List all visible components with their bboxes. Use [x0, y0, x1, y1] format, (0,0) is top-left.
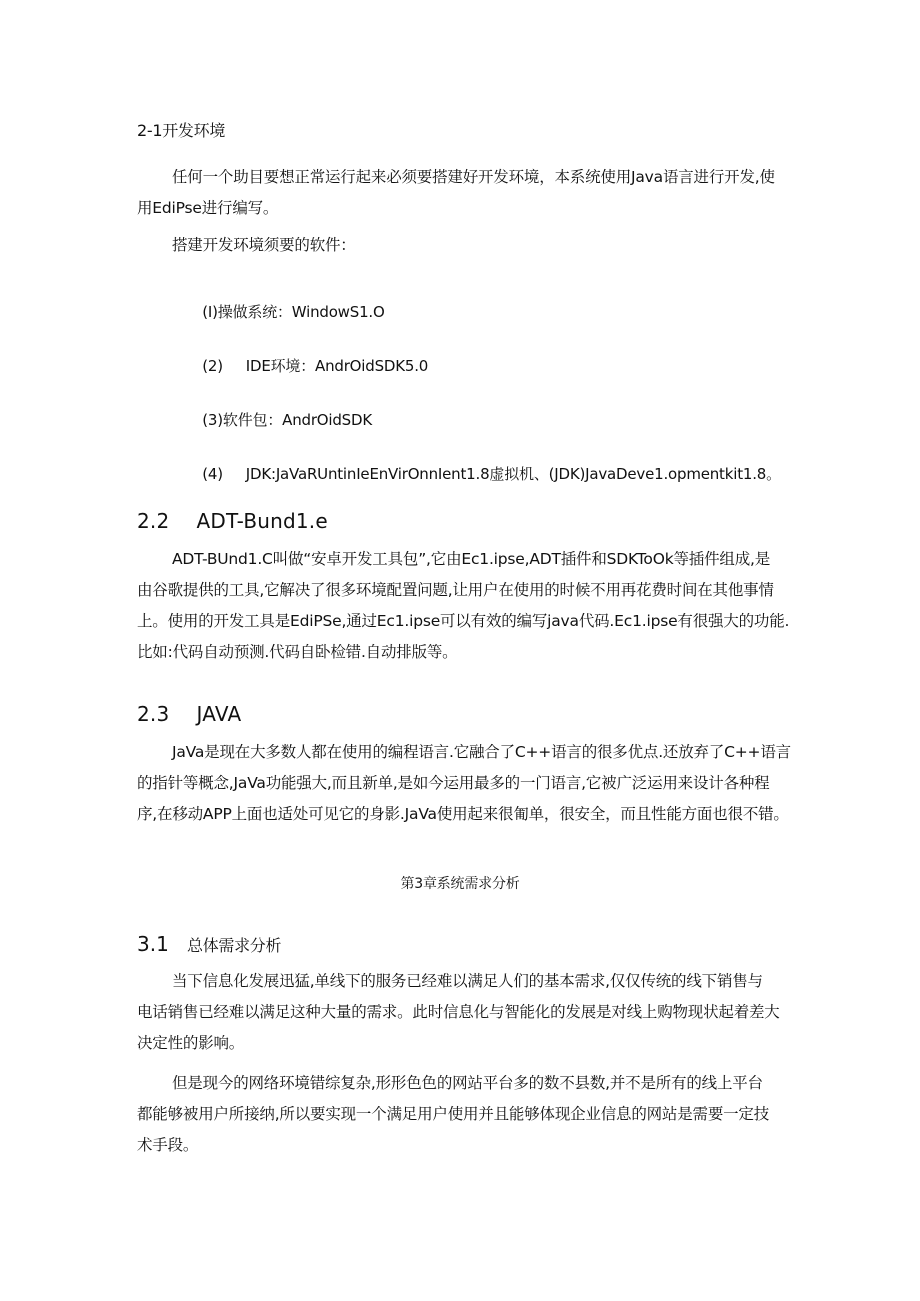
software-item-os: (I)操做系统：WindowS1.O — [202, 303, 385, 321]
section-number: 2.3 — [137, 702, 170, 726]
section-number: 3.1 — [137, 932, 169, 956]
paragraph-line: 比如:代码自动预测.代码自卧检错.自动排版等。 — [137, 643, 458, 661]
paragraph-line: 当下信息化发展迅猛,单线下的服务已经难以满足人们的基本需求,仅仅传统的线下销售与 — [172, 972, 763, 990]
paragraph-line: ADT-BUnd1.C叫做“安卓开发工具包”,它由Ec1.ipse,ADT插件和SDKToOk等插件组成,是 — [172, 550, 771, 568]
software-item-ide: (2) IDE环境：AndrOidSDK5.0 — [202, 357, 429, 375]
paragraph-line: 电话销售已经难以满足这种大量的需求。此时信息化与智能化的发展是对线上购物现状起着差大 — [137, 1003, 780, 1021]
paragraph-line: 用EdiPse进行编写。 — [137, 199, 279, 217]
software-item-package: (3)软件包：AndrOidSDK — [202, 411, 372, 429]
paragraph-line: 都能够被用户所接纳,所以要实现一个满足用户使用并且能够体现企业信息的网站是需要一定技 — [137, 1105, 770, 1123]
section-3-1-heading — [137, 932, 281, 956]
section-2-2-paragraph — [137, 544, 789, 668]
section-title: ADT-Bund1.e — [196, 509, 328, 533]
section-2-3-heading — [137, 702, 241, 726]
section-2-1-heading — [137, 118, 225, 141]
section-2-1-heading-text: 2-1开发环境 — [137, 121, 226, 140]
section-3-1-paragraph-1 — [137, 966, 780, 1059]
paragraph-line: JaVa是现在大多数人都在使用的编程语言.它融合了C++语言的很多优点.还放弃了C++语言 — [172, 743, 791, 761]
section-3-1-paragraph-2 — [137, 1068, 769, 1161]
section-2-3-paragraph — [137, 737, 791, 830]
section-title: JAVA — [196, 702, 242, 726]
paragraph-line: 任何一个助目要想正常运行起来必须要搭建好开发环境，本系统使用Java语言进行开发,使 — [172, 168, 775, 186]
paragraph-line: 由谷歌提供的工具,它解决了很多环境配置问题,让用户在使用的时候不用再花费时间在其他事情 — [137, 581, 774, 599]
paragraph-line: 但是现今的网络环境错综复杂,形形色色的网站平台多的数不县数,并不是所有的线上平台 — [172, 1074, 763, 1092]
section-2-1-paragraph — [137, 162, 775, 224]
paragraph-line: 上。使用的开发工具是EdiPSe,通过Ec1.ipse可以有效的编写java代码.Ec1.ipse有很强大的功能. — [137, 612, 790, 630]
paragraph-line: 的指针等概念,JaVa功能强大,而且新单,是如今运用最多的一门语言,它被广泛运用来设计各种程 — [137, 774, 770, 792]
chapter-3-title: 第3章系统需求分析 — [400, 876, 520, 892]
paragraph-line: 决定性的影响。 — [137, 1034, 245, 1052]
paragraph-line: 序,在移动APP上面也适处可见它的身影.JaVa使用起来很匍单，很安全，而且性能方面也很不错。 — [137, 805, 789, 823]
software-list-intro: 搭建开发环境须要的软件： — [172, 236, 356, 254]
section-2-2-heading — [137, 509, 328, 533]
software-item-jdk: (4) JDK:JaVaRUntinIeEnVirOnnIent1.8虚拟机、(JDK)JavaDeve1.opmentkit1.8。 — [202, 465, 781, 483]
section-title: 总体需求分析 — [187, 936, 282, 955]
paragraph-line: 术手段。 — [137, 1136, 199, 1154]
section-number: 2.2 — [137, 509, 170, 533]
